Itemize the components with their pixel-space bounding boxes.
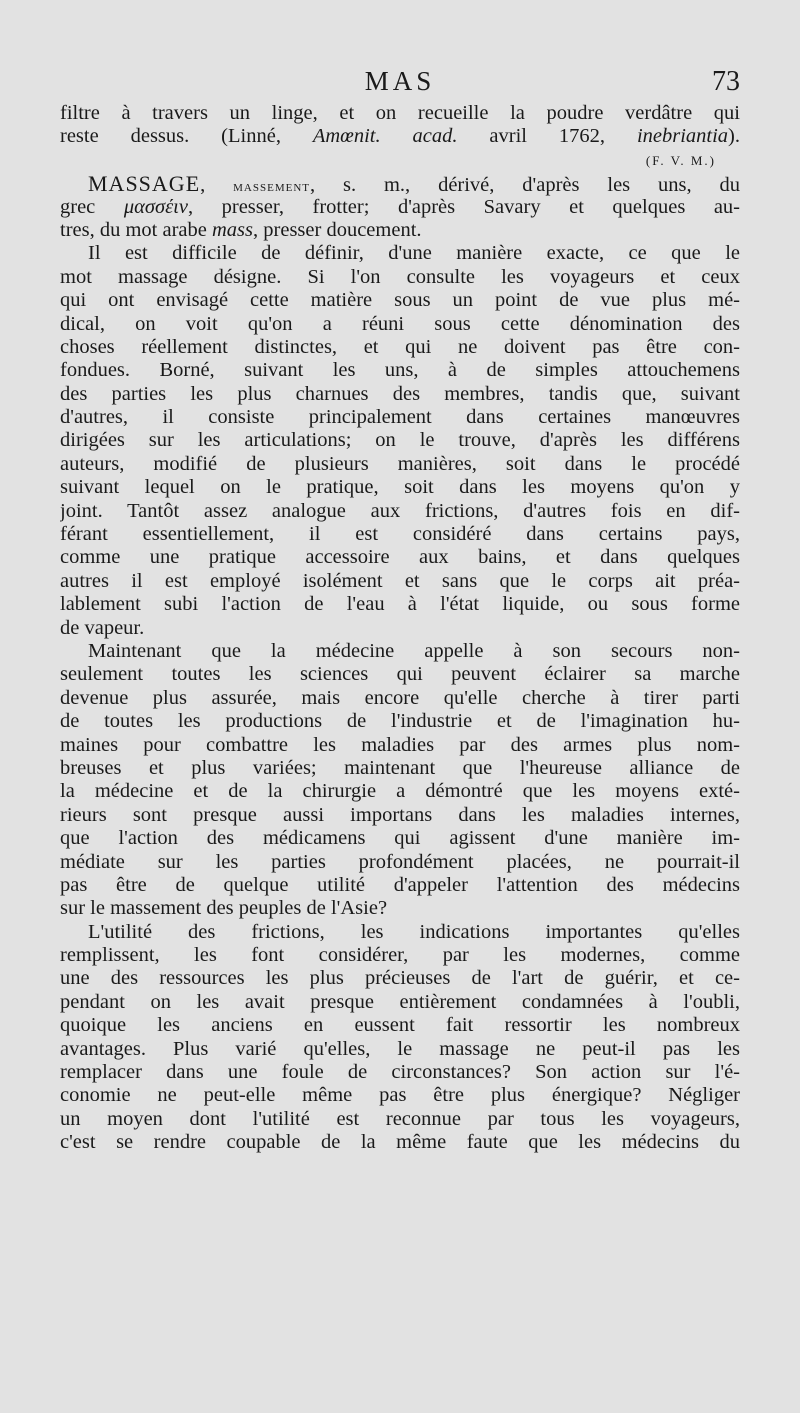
text-span: ). [728,125,740,148]
text-line: sur le massement des peuples de l'Asie? [60,897,388,920]
text-line [60,219,740,242]
author-signature: (F. V. M.) [645,152,716,168]
text-line: comme une pratique accessoire aux bains, et dans quelques [60,546,740,569]
text-line: d'autres, il consiste principalement dans certaines manœuvres [60,406,740,429]
text-line: rieurs sont presque aussi importans dans les maladies internes, [60,803,740,826]
body-text [60,102,740,1155]
headword: MASSAGE [88,172,201,196]
synonym-term: massement [233,179,310,196]
text-line: de toutes les productions de l'industrie et de l'imagination hu- [60,710,740,733]
text-line: quoique les anciens en eussent fait ressortir les nombreux [60,1014,740,1037]
text-span: , presser doucement. [253,218,422,241]
text-line: auteurs, modifié de plusieurs manières, soit dans le procédé [60,452,740,475]
text-line: mot massage désigne. Si l'on consulte les voyageurs et ceux [60,265,740,288]
text-line: avantages. Plus varié qu'elles, le massage ne peut-il pas les [60,1037,740,1060]
paragraph-start: Il est difficile de définir, d'une manière exacte, ce que le [88,242,740,265]
text-line: maines pour combattre les maladies par des armes plus nom- [60,733,740,756]
page-number: 73 [712,66,740,97]
citation-title: Amœnit. acad. [312,125,458,148]
text-line: seulement toutes les sciences qui peuvent éclairer sa marche [60,663,740,686]
text-line: joint. Tantôt assez analogue aux frictions, d'autres fois en dif- [60,499,740,522]
text-line: dirigées sur les articulations; on le trouve, d'après les différens [60,429,740,452]
text-line: dical, on voit qu'on a réuni sous cette dénomination des [60,312,740,335]
text-span: avril 1762, [457,125,637,148]
text-line: la médecine et de la chirurgie a démontré que les moyens exté- [60,780,740,803]
text-line: un moyen dont l'utilité est reconnue par tous les voyageurs, [60,1107,740,1130]
text-line [60,196,740,219]
text-line: c'est se rendre coupable de la même faute que les médecins du [60,1131,740,1154]
text-line: filtre à travers un linge, et on recueille la poudre verdâtre qui [60,102,740,124]
text-span: , [200,174,234,196]
text-span: , presser, frotter; d'après Savary et quelques au- [187,195,740,218]
text-line: qui ont envisagé cette matière sous un point de vue plus mé- [60,289,740,312]
text-line: autres il est employé isolément et sans que le corps ait préa- [60,569,740,592]
text-line: fondues. Borné, suivant les uns, à de simples attouchemens [60,359,740,382]
text-line [60,125,740,148]
entry-headline [60,172,740,195]
text-line: conomie ne peut-elle même pas être plus énergique? Négliger [60,1084,740,1107]
running-title: MAS [364,66,436,96]
paragraph-start: L'utilité des frictions, les indications importantes qu'elles [88,920,740,943]
arabic-term: mass [212,218,254,241]
text-span: grec [60,195,124,218]
running-head [60,66,740,102]
text-line: férant essentiellement, il est considéré dans certains pays, [60,523,740,546]
text-line: remplissent, les font considérer, par les modernes, comme [60,944,740,967]
text-line: médiate sur les parties profondément placées, ne pourrait-il [60,850,740,873]
text-span: tres, du mot arabe [60,218,212,241]
text-line: breuses et plus variées; maintenant que l'heureuse alliance de [60,756,740,779]
paragraph-start: Maintenant que la médecine appelle à son secours non- [88,639,740,662]
text-span: reste dessus. (Linné, [60,125,313,148]
text-line: lablement subi l'action de l'eau à l'état liquide, ou sous forme [60,593,740,616]
text-line: devenue plus assurée, mais encore qu'elle cherche à tirer parti [60,686,740,709]
text-line: pendant on les avait presque entièrement condamnées à l'oubli, [60,990,740,1013]
text-line: une des ressources les plus précieuses de l'art de guérir, et ce- [60,967,740,990]
text-span: , s. m., dérivé, d'après les uns, du [310,174,740,196]
text-line: de vapeur. [60,616,145,639]
text-line: remplacer dans une foule de circonstances? Son action sur l'é- [60,1061,740,1084]
text-line: que l'action des médicamens qui agissent d'une manière im- [60,827,740,850]
text-line: choses réellement distinctes, et qui ne doivent pas être con- [60,335,740,358]
citation-term: inebriantia [636,125,729,148]
text-line: suivant lequel on le pratique, soit dans les moyens qu'on y [60,476,740,499]
text-line: des parties les plus charnues des membres, tandis que, suivant [60,382,740,405]
greek-term: μασσέιν [123,195,188,218]
text-line: pas être de quelque utilité d'appeler l'attention des médecins [60,873,740,896]
